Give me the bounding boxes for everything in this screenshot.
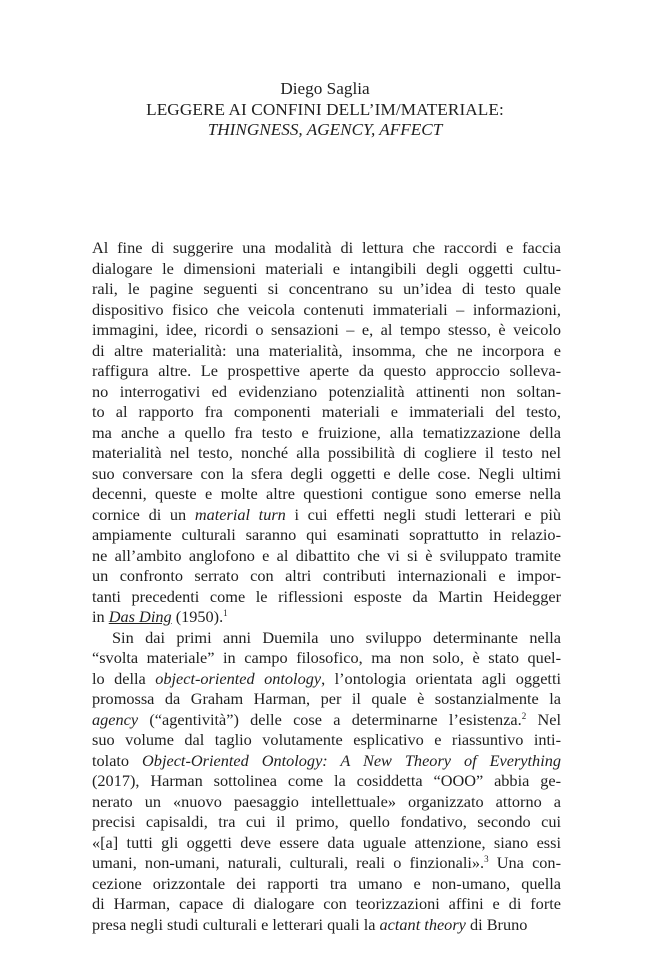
text-run: in bbox=[92, 607, 109, 626]
text-run: un confronto serrato con altri contributi internazionali e impor- bbox=[92, 566, 561, 585]
text-run: , l’ontologia orientata agli oggetti bbox=[321, 668, 561, 688]
text-run: di Harman, capace di dialogare con teorizzazioni affini e di forte bbox=[92, 894, 561, 913]
text-line bbox=[92, 833, 561, 854]
text-line bbox=[92, 689, 561, 710]
text-run: Una con- bbox=[488, 853, 561, 872]
text-line bbox=[92, 915, 561, 936]
text-line bbox=[92, 464, 561, 485]
text-line bbox=[92, 771, 561, 792]
text-line bbox=[92, 423, 561, 444]
text-run: lo della bbox=[92, 668, 156, 688]
italic-text: Das Ding bbox=[108, 607, 172, 626]
text-run: tanti precedenti come le riflessioni esposte da Martin Heidegger bbox=[92, 586, 561, 606]
italic-text: Object-Oriented Ontology: A New Theory of Everything bbox=[142, 750, 562, 770]
text-line bbox=[92, 607, 561, 628]
text-run: no interrogativi ed evidenziano potenzialità attinenti non soltan- bbox=[92, 381, 561, 401]
text-run: Nel bbox=[526, 709, 562, 729]
body-text bbox=[92, 238, 561, 935]
text-line bbox=[92, 320, 561, 341]
text-line bbox=[92, 874, 561, 895]
text-line bbox=[92, 710, 561, 731]
text-run: dialogare le dimensioni materiali e intangibili degli oggetti cultu- bbox=[92, 258, 561, 278]
text-run: ma anche a quello fra testo e fruizione, alla tematizzazione della bbox=[92, 422, 561, 442]
text-run: Al fine di suggerire una modalità di lettura che raccordi e faccia bbox=[92, 238, 561, 257]
text-line bbox=[92, 259, 561, 280]
text-run: suo volume dal taglio volutamente esplicativo e riassuntivo inti- bbox=[92, 730, 561, 749]
text-run: umani, non-umani, naturali, culturali, reali o finzionali». bbox=[92, 853, 485, 872]
text-run: cornice di un bbox=[92, 504, 195, 524]
text-run: precisi capisaldi, tra cui il primo, quello fondativo, secondo cui bbox=[92, 812, 561, 831]
italic-text: material turn bbox=[194, 504, 286, 524]
text-run: i cui effetti negli studi letterari e più bbox=[285, 504, 561, 524]
italic-text: actant theory bbox=[379, 914, 466, 934]
text-run: immagini, idee, ricordi o sensazioni – e, al tempo stesso, è veicolo bbox=[92, 320, 561, 339]
text-line bbox=[92, 853, 561, 874]
text-run: to al rapporto fra componenti materiali e immateriali del testo, bbox=[92, 402, 561, 421]
text-run: (1950). bbox=[171, 607, 224, 626]
text-line bbox=[92, 402, 561, 423]
text-run: presa negli studi culturali e letterari quali la bbox=[92, 914, 380, 934]
text-run: suo conversare con la sfera degli oggetti e delle cose. Negli ultimi bbox=[92, 463, 561, 483]
text-line bbox=[92, 341, 561, 362]
italic-text: object-oriented ontology bbox=[155, 668, 322, 688]
text-line bbox=[92, 300, 561, 321]
italic-text: agency bbox=[92, 709, 139, 729]
text-run: ne all’ambito anglofono e al dibattito che vi si è sviluppato tramite bbox=[92, 545, 561, 565]
text-run: ampiamente culturali saranno qui esaminati soprattutto in relazio- bbox=[92, 525, 561, 544]
text-run: cezione orizzontale dei rapporti tra umano e non-umano, quella bbox=[92, 873, 561, 893]
text-line bbox=[92, 484, 561, 505]
page-header bbox=[0, 79, 650, 141]
text-line bbox=[92, 382, 561, 403]
text-run: raffigura altre. Le prospettive aperte da questo approccio solleva- bbox=[92, 361, 561, 380]
text-line bbox=[92, 648, 561, 669]
footnote-ref: 2 bbox=[521, 710, 527, 721]
text-run: materialità nel testo, nonché alla possibilità di cogliere il testo nel bbox=[92, 443, 561, 462]
text-line bbox=[92, 894, 561, 915]
text-line bbox=[92, 751, 561, 772]
text-line bbox=[92, 505, 561, 526]
text-run: di Bruno bbox=[465, 914, 528, 934]
text-line bbox=[92, 279, 561, 300]
text-line bbox=[92, 443, 561, 464]
text-line bbox=[92, 361, 561, 382]
text-run: di altre materialità: una materialità, insomma, che ne incorpora e bbox=[92, 340, 561, 360]
text-line bbox=[92, 238, 561, 259]
text-run: Sin dai primi anni Duemila uno sviluppo determinante nella bbox=[112, 627, 561, 647]
text-run: nerato un «nuovo paesaggio intellettuale» organizzato attorno a bbox=[92, 791, 561, 811]
chapter-title: LEGGERE AI CONFINI DELL’IM/MATERIALE: bbox=[146, 99, 504, 119]
text-run: dispositivo fisico che veicola contenuti immateriali – informazioni, bbox=[92, 299, 561, 319]
text-run: (“agentività”) delle cose a determinarne l’esistenza. bbox=[138, 709, 522, 729]
text-line bbox=[92, 730, 561, 751]
text-run: tolato bbox=[92, 750, 143, 770]
text-run: decenni, queste e molte altre questioni contigue sono emerse nella bbox=[92, 484, 561, 503]
text-line bbox=[92, 669, 561, 690]
text-line bbox=[92, 812, 561, 833]
footnote-ref: 1 bbox=[223, 608, 228, 618]
text-run: «[a] tutti gli oggetti deve essere data uguale attenzione, siano essi bbox=[92, 832, 561, 852]
text-line bbox=[92, 525, 561, 546]
footnote-ref: 3 bbox=[484, 854, 489, 864]
text-run: rali, le pagine seguenti si concentrano su un’idea di testo quale bbox=[92, 279, 561, 298]
text-line bbox=[92, 587, 561, 608]
text-line bbox=[92, 792, 561, 813]
text-run: (2017), Harman sottolinea come la cosiddetta “OOO” abbia ge- bbox=[92, 771, 561, 790]
text-line bbox=[92, 628, 561, 649]
text-line bbox=[92, 566, 561, 587]
text-line bbox=[92, 546, 561, 567]
chapter-subtitle: THINGNESS, AGENCY, AFFECT bbox=[207, 120, 443, 139]
author-name: Diego Saglia bbox=[280, 79, 370, 98]
text-run: promossa da Graham Harman, per il quale è sostanzialmente la bbox=[92, 689, 561, 708]
text-run: “svolta materiale” in campo filosofico, ma non solo, è stato quel- bbox=[92, 648, 561, 667]
